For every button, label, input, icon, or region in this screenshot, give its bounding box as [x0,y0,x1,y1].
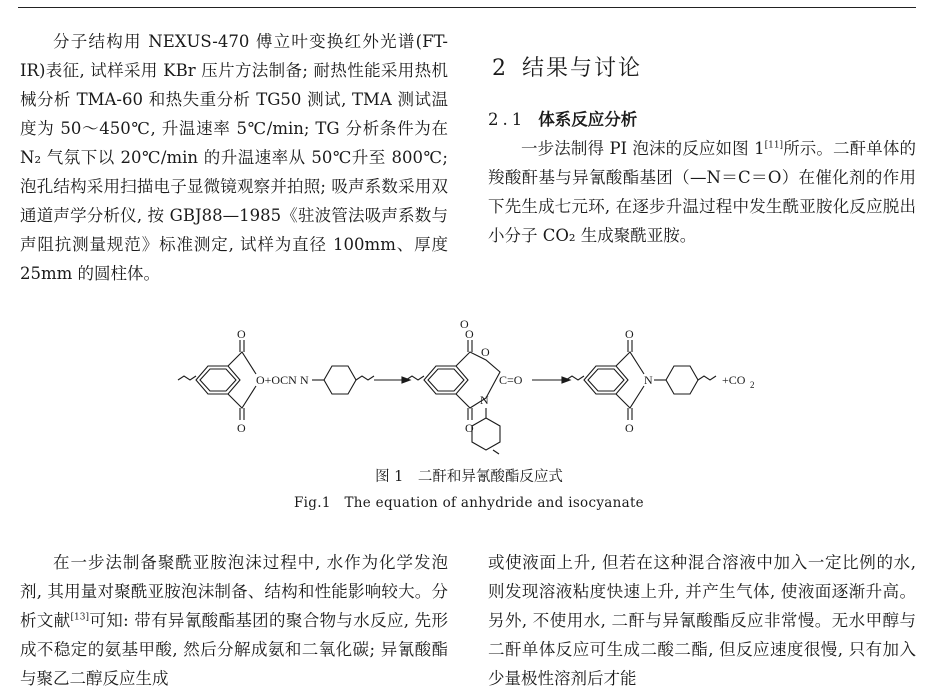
reaction-arrow-1 [374,377,410,383]
top-rule [18,7,916,8]
label-n-ring: N [480,393,489,407]
label-o3: O [465,327,474,341]
label-o7: O [625,421,634,435]
paragraph-text: 一步法制得 PI 泡沫的反应如图 1 [521,139,765,158]
citation-ref: [13] [70,612,90,623]
label-o8: O [160,311,169,325]
label-ring-o: O [481,345,490,359]
label-o5: O [460,317,469,331]
label-o-ocn: O+OCN [256,373,297,387]
paragraph-text: 所示。二酐单体的羧酸酐基与异氰酸酯基团（—N＝C＝O）在催化剂的作用下先生成七元环, 在逐步升温过程中发生酰亚胺化反应脱出小分子 CO₂ 生成聚酰亚胺。 [488,139,917,245]
label-co2-subscript: 2 [750,380,755,390]
right-column-bottom [488,548,916,693]
right-column-top [488,50,916,250]
viscosity-paragraph: 或使液面上升, 但若在这种混合溶液中加入一定比例的水, 则发现溶液粘度快速上升, 并产生气体, 使液面逐渐升高。另外, 不使用水, 二酐与异氰酸酯反应非常慢。无水甲醇与二酐单体反应可生成二酸二酯, 但反应速度很慢, 只有加入少量极性溶剂后才能 [488,553,916,688]
subsection-number: 2.1 [488,110,527,129]
reaction-arrow-2 [532,377,570,383]
reaction-scheme-svg [160,311,780,452]
left-column-bottom [20,548,448,693]
seven-ring-intermediate [406,317,523,454]
label-c: C [499,373,508,387]
paragraph-text: 可知: 带有异氰酸酯基团的聚合物与水反应, 先形成不稳定的氨基甲酸, 然后分解成氨和二氧化碳; 异氰酸酯与聚乙二醇反应生成 [20,611,448,688]
figure-caption-chinese: 图 1 二酐和异氰酸酯反应式 [375,469,563,485]
subsection-title: 体系反应分析 [538,110,638,129]
label-plus-co2: +CO [722,373,746,387]
anhydride-molecule [178,327,374,435]
label-carbonyl-o: =O [507,373,523,387]
reaction-scheme-figure [160,311,780,452]
subsection-heading [488,106,916,134]
figure-caption-english: Fig.1 The equation of anhydride and isocyanate [294,495,644,511]
left-column-top [20,27,448,288]
reaction-analysis-paragraph [488,134,916,250]
label-o4: O [465,421,474,435]
citation-ref: [11] [764,140,784,151]
label-o1: O [237,327,246,341]
label-n-imide: N [644,373,653,387]
section-heading [492,50,916,88]
label-o2: O [237,421,246,435]
paragraph-text: 在一步法制备聚酰亚胺泡沫过程中, 水作为化学发泡剂, 其用量对聚酰亚胺泡沫制备、结构和性能影响较大。分析文献 [20,553,448,630]
section-number: 2 [492,56,508,81]
section-title: 结果与讨论 [522,56,643,81]
methods-paragraph: 分子结构用 NEXUS-470 傅立叶变换红外光谱(FT-IR)表征, 试样采用 KBr 压片方法制备; 耐热性能采用热机械分析 TMA-60 和热失重分析 TG50 测试, TMA 测试温度为 50～450℃, 升温速率 5℃/min; TG 分析条件为在 N₂ 气氛下以 20℃/min 的升温速率从 50℃升至 800℃; 泡孔结构采用扫描电子显微镜观察并拍照; 吸声系数采用双通道声学分析仪, 按 GBJ88—1985《驻波管法吸声系数与声阻抗测量规范》标准测定, 试样为直径 100mm、厚度 25mm 的圆柱体。 [20,32,448,283]
label-n-isocyanate: N [300,373,309,387]
foaming-agent-paragraph [20,548,448,693]
label-o6: O [625,327,634,341]
